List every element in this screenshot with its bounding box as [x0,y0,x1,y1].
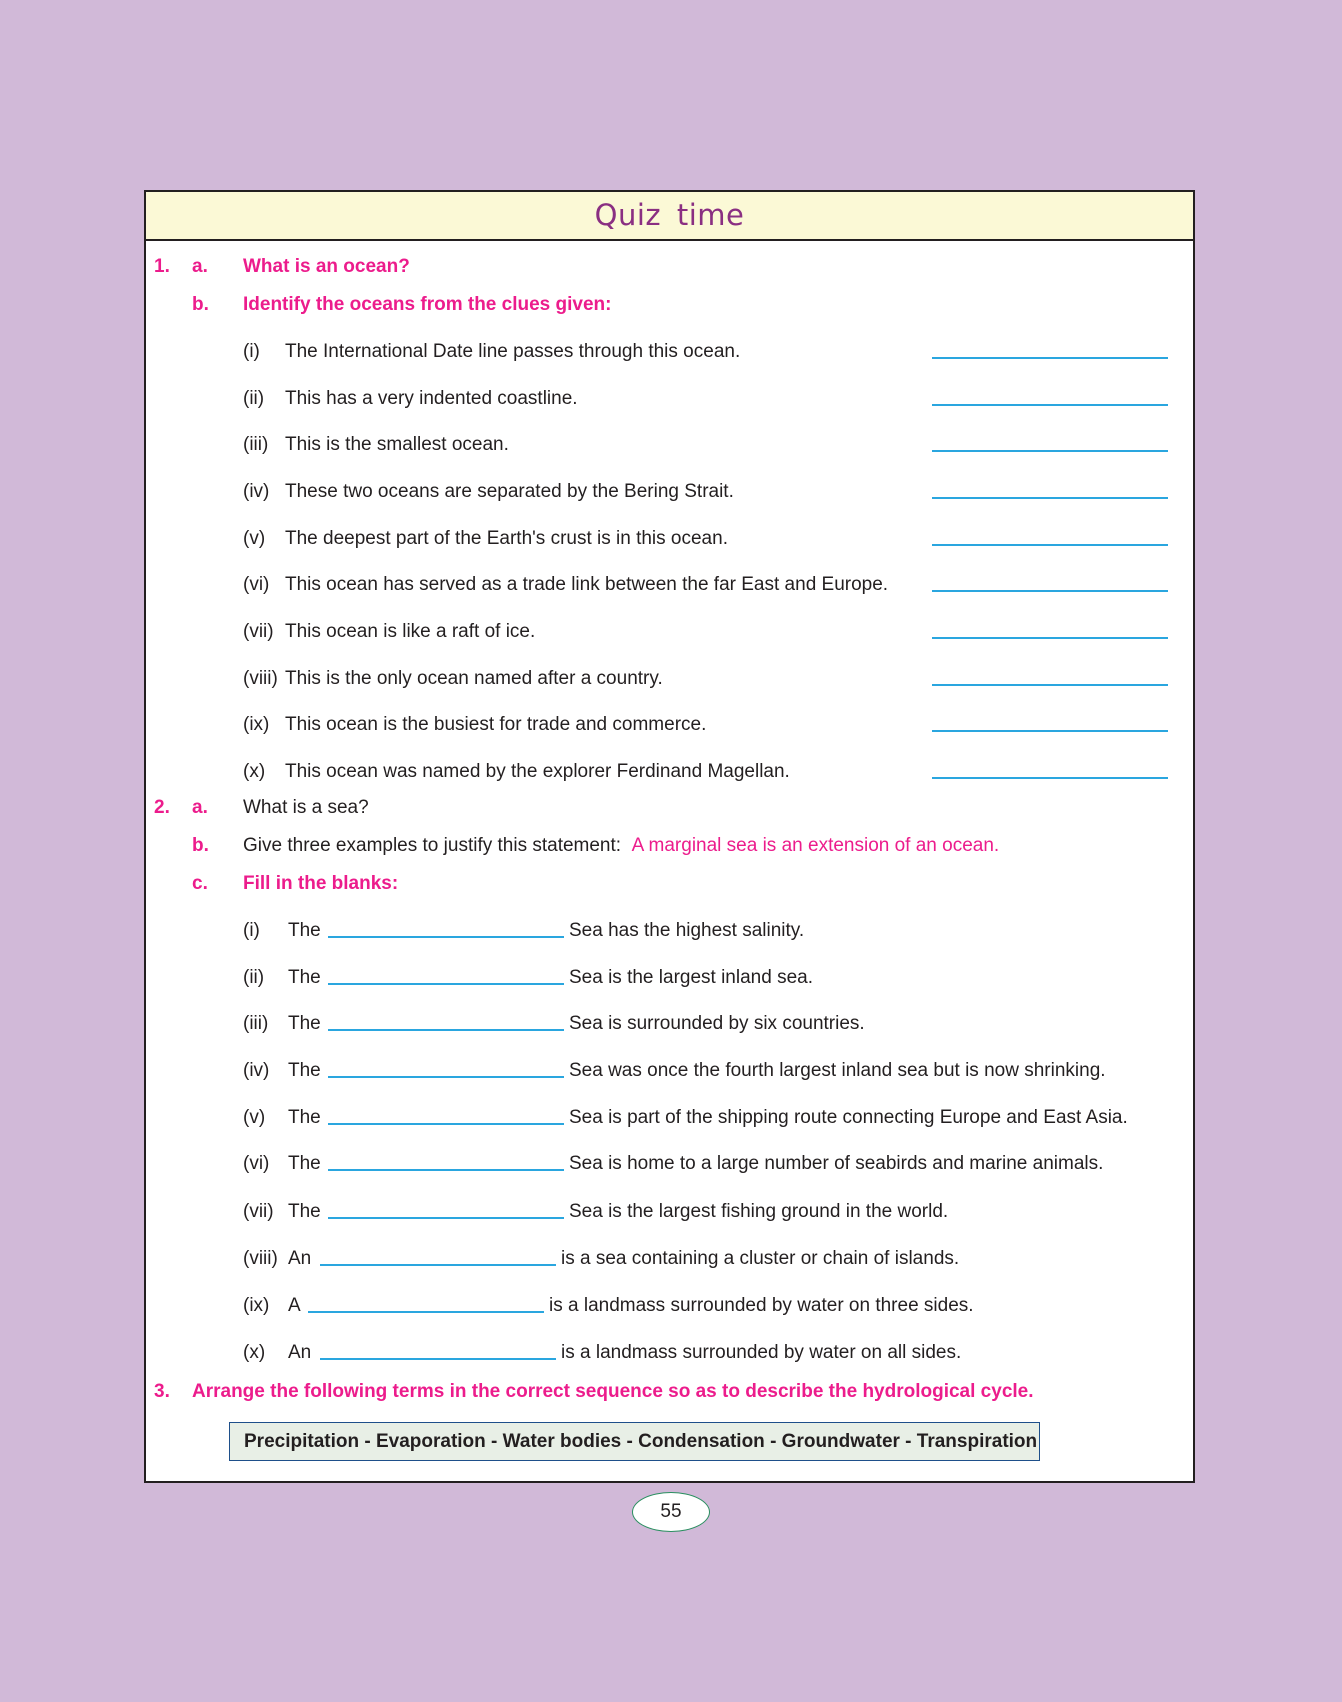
blank-article: The [288,920,321,941]
fill-blank-line[interactable] [328,983,564,985]
blank-rest: Sea has the highest salinity. [569,920,805,941]
clue-roman: (iv) [243,481,270,502]
blank-article: An [288,1342,312,1363]
q1a-question: What is an ocean? [243,256,410,277]
blank-rest: Sea is home to a large number of seabirds and marine animals. [569,1153,1104,1174]
blank-rest: is a landmass surrounded by water on three sides. [549,1295,974,1316]
blank-rest: is a sea containing a cluster or chain of islands. [561,1248,960,1269]
fill-blank-line[interactable] [320,1264,556,1266]
answer-line[interactable] [932,404,1168,406]
answer-line[interactable] [932,497,1168,499]
fill-blank-line[interactable] [308,1311,544,1313]
blank-article: A [288,1295,301,1316]
blank-roman: (ii) [243,967,265,988]
clue-roman: (vii) [243,621,274,642]
q2-number: 2. [154,797,170,818]
answer-line[interactable] [932,590,1168,592]
clue-text: The International Date line passes through this ocean. [285,341,741,362]
title-bar [146,192,1193,241]
answer-line[interactable] [932,777,1168,779]
blank-article: The [288,1013,321,1034]
answer-line[interactable] [932,684,1168,686]
q2b-question [243,834,999,858]
clue-text: This is the smallest ocean. [285,434,509,455]
blank-roman: (ix) [243,1295,270,1316]
quiz-title: Quiz time [594,198,745,232]
blank-rest: Sea is the largest fishing ground in the world. [569,1201,949,1222]
fill-blank-line[interactable] [328,1123,564,1125]
clue-text: This is the only ocean named after a country. [285,668,663,689]
blank-roman: (v) [243,1107,266,1128]
clue-text: This ocean was named by the explorer Ferdinand Magellan. [285,761,790,782]
blank-rest: Sea is surrounded by six countries. [569,1013,865,1034]
page-number: 55 [632,1492,710,1532]
blank-roman: (i) [243,920,260,941]
fill-blank-line[interactable] [320,1358,556,1360]
fill-blank-line[interactable] [328,1029,564,1031]
blank-article: The [288,1201,321,1222]
q2b-statement: A marginal sea is an extension of an ocean. [631,835,1000,856]
q1b-question: Identify the oceans from the clues given: [243,294,612,315]
blank-roman: (x) [243,1342,266,1363]
q2c-question: Fill in the blanks: [243,873,399,894]
answer-line[interactable] [932,450,1168,452]
quiz-card [144,190,1195,1483]
q2a-question: What is a sea? [243,797,369,818]
sequence-terms: Precipitation - Evaporation - Water bodies - Condensation - Groundwater - Transpiration [244,1431,1038,1452]
blank-article: The [288,1107,321,1128]
fill-blank-line[interactable] [328,1217,564,1219]
blank-article: The [288,1060,321,1081]
fill-blank-line[interactable] [328,936,564,938]
q1b-letter: b. [192,294,209,315]
clue-text: This ocean has served as a trade link between the far East and Europe. [285,574,889,595]
clue-text: This has a very indented coastline. [285,388,578,409]
blank-article: An [288,1248,312,1269]
q1-number: 1. [154,256,170,277]
blank-roman: (iv) [243,1060,270,1081]
blank-rest: Sea is the largest inland sea. [569,967,813,988]
answer-line[interactable] [932,730,1168,732]
clue-roman: (i) [243,341,260,362]
clue-roman: (ix) [243,714,270,735]
clue-text: This ocean is the busiest for trade and commerce. [285,714,707,735]
clue-text: The deepest part of the Earth's crust is in this ocean. [285,528,728,549]
blank-rest: Sea was once the fourth largest inland sea but is now shrinking. [569,1060,1106,1081]
blank-rest: is a landmass surrounded by water on all sides. [561,1342,962,1363]
clue-roman: (iii) [243,434,269,455]
q2b-letter: b. [192,835,209,856]
clue-roman: (vi) [243,574,270,595]
blank-article: The [288,1153,321,1174]
answer-line[interactable] [932,544,1168,546]
blank-roman: (vi) [243,1153,270,1174]
q3-number: 3. [154,1381,170,1402]
blank-article: The [288,967,321,988]
blank-roman: (vii) [243,1201,274,1222]
q1a-letter: a. [192,256,208,277]
q2b-prompt: Give three examples to justify this statement: [243,835,622,856]
clue-text: This ocean is like a raft of ice. [285,621,536,642]
answer-line[interactable] [932,357,1168,359]
fill-blank-line[interactable] [328,1076,564,1078]
blank-rest: Sea is part of the shipping route connecting Europe and East Asia. [569,1107,1128,1128]
q2c-letter: c. [192,873,208,894]
blank-roman: (iii) [243,1013,269,1034]
sequence-box [229,1422,1040,1461]
q2a-letter: a. [192,797,208,818]
clue-roman: (ii) [243,388,265,409]
q3-question: Arrange the following terms in the correct sequence so as to describe the hydrological cycle. [192,1381,1034,1402]
answer-line[interactable] [932,637,1168,639]
clue-text: These two oceans are separated by the Bering Strait. [285,481,734,502]
clue-roman: (x) [243,761,266,782]
blank-roman: (viii) [243,1248,278,1269]
fill-blank-line[interactable] [328,1169,564,1171]
clue-roman: (v) [243,528,266,549]
clue-roman: (viii) [243,668,278,689]
